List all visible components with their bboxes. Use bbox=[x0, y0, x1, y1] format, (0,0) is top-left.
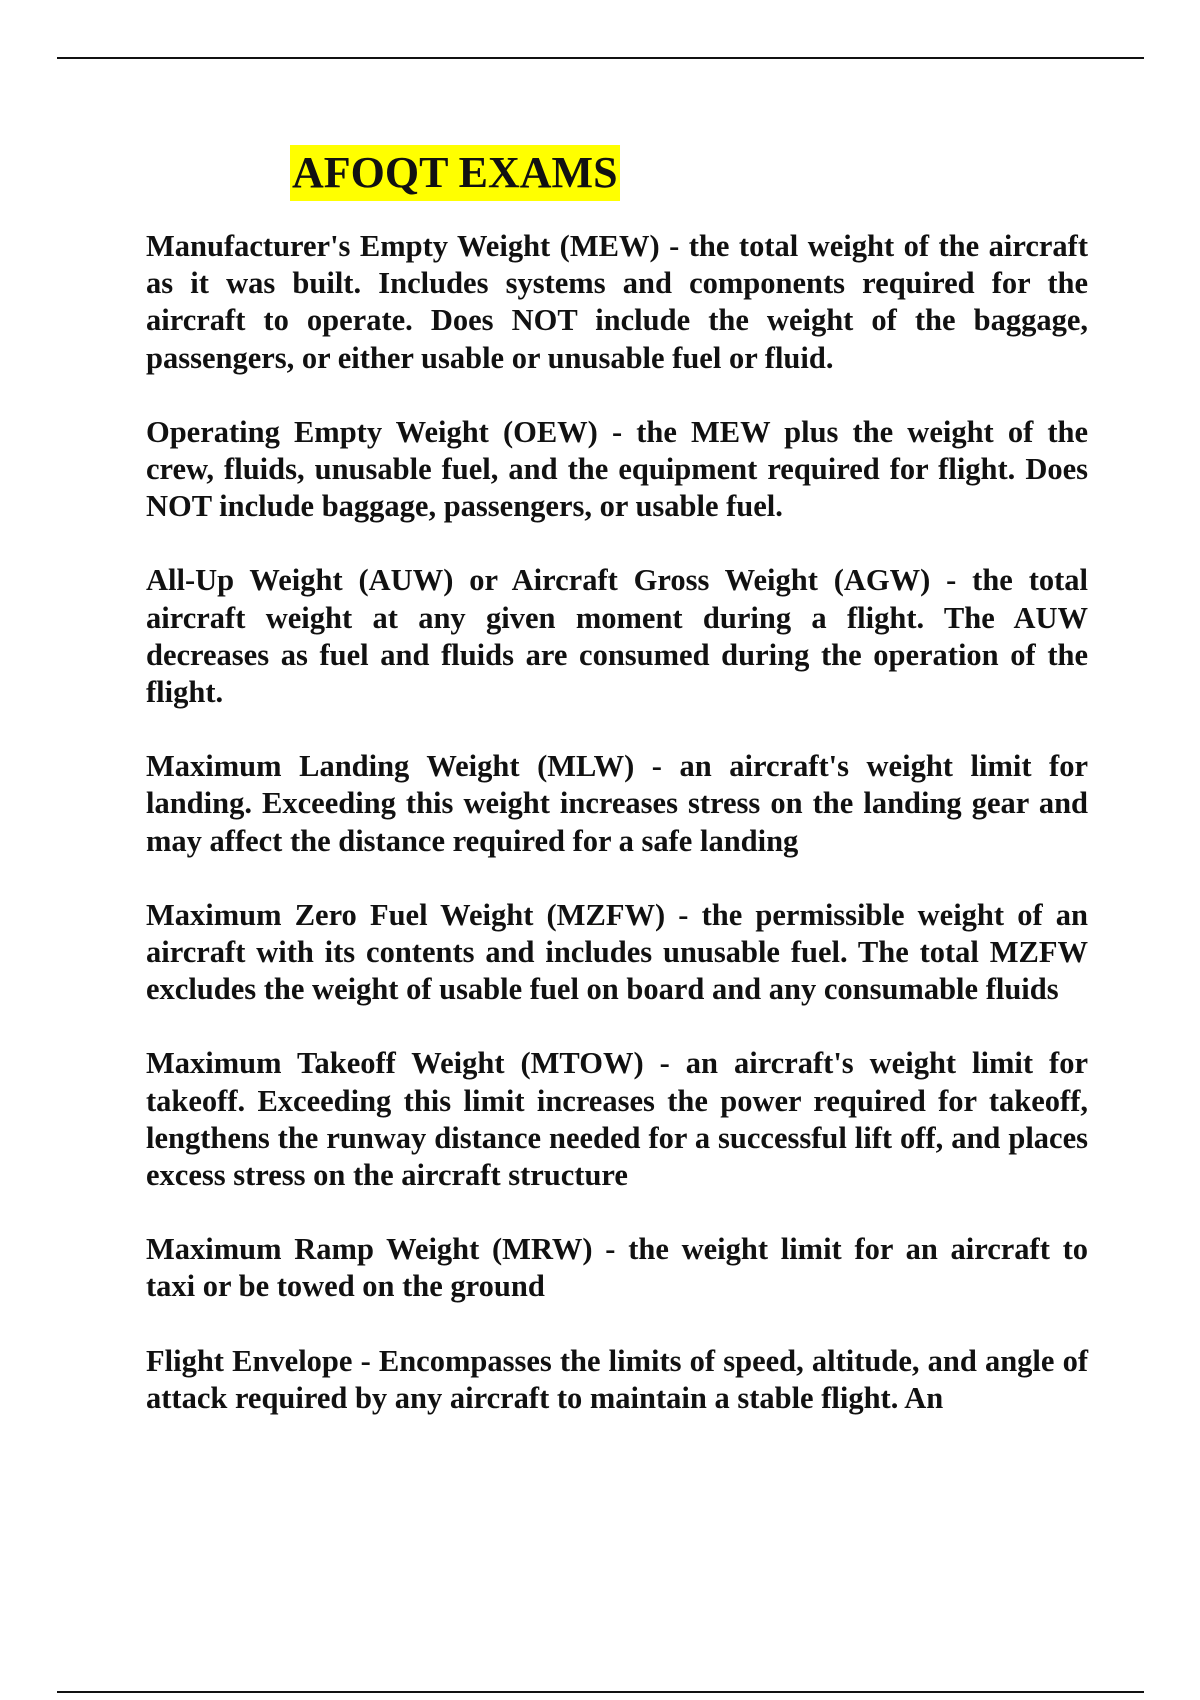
definition-mew: Manufacturer's Empty Weight (MEW) - the total weight of the aircraft as it was built. Includes systems and components required for the aircraft to operate. Does NOT include the weight of the baggage, passengers, or either usable or unusable fuel or fluid. bbox=[146, 229, 1088, 375]
definition-mrw: Maximum Ramp Weight (MRW) - the weight limit for an aircraft to taxi or be towed on the ground bbox=[146, 1232, 1088, 1304]
definition-auw: All-Up Weight (AUW) or Aircraft Gross Weight (AGW) - the total aircraft weight at any given moment during a flight. The AUW decreases as fuel and fluids are consumed during the operation of the flight. bbox=[146, 563, 1088, 710]
top-rule bbox=[57, 57, 1144, 59]
definition-oew: Operating Empty Weight (OEW) - the MEW plus the weight of the crew, fluids, unusable fuel, and the equipment required for flight. Does NOT include baggage, passengers, or usable fuel. bbox=[146, 414, 1088, 524]
title-block bbox=[290, 145, 620, 201]
document-body bbox=[146, 228, 1088, 1454]
bottom-rule bbox=[57, 1691, 1144, 1693]
definition-mzfw: Maximum Zero Fuel Weight (MZFW) - the permissible weight of an aircraft with its contents and includes unusable fuel. The total MZFW excludes the weight of usable fuel on board and any consumable fluids bbox=[146, 897, 1088, 1007]
definition-flight-envelope: Flight Envelope - Encompasses the limits of speed, altitude, and angle of attack required by any aircraft to maintain a stable flight. An bbox=[146, 1343, 1088, 1415]
definition-mlw: Maximum Landing Weight (MLW) - an aircraft's weight limit for landing. Exceeding this weight increases stress on the landing gear and may affect the distance required for a safe landing bbox=[146, 749, 1088, 858]
page-title: AFOQT EXAMS bbox=[290, 145, 620, 201]
definition-mtow: Maximum Takeoff Weight (MTOW) - an aircraft's weight limit for takeoff. Exceeding this limit increases the power required for takeoff, lengthens the runway distance needed for a successful lift off, and places excess stress on the aircraft structure bbox=[146, 1046, 1088, 1193]
